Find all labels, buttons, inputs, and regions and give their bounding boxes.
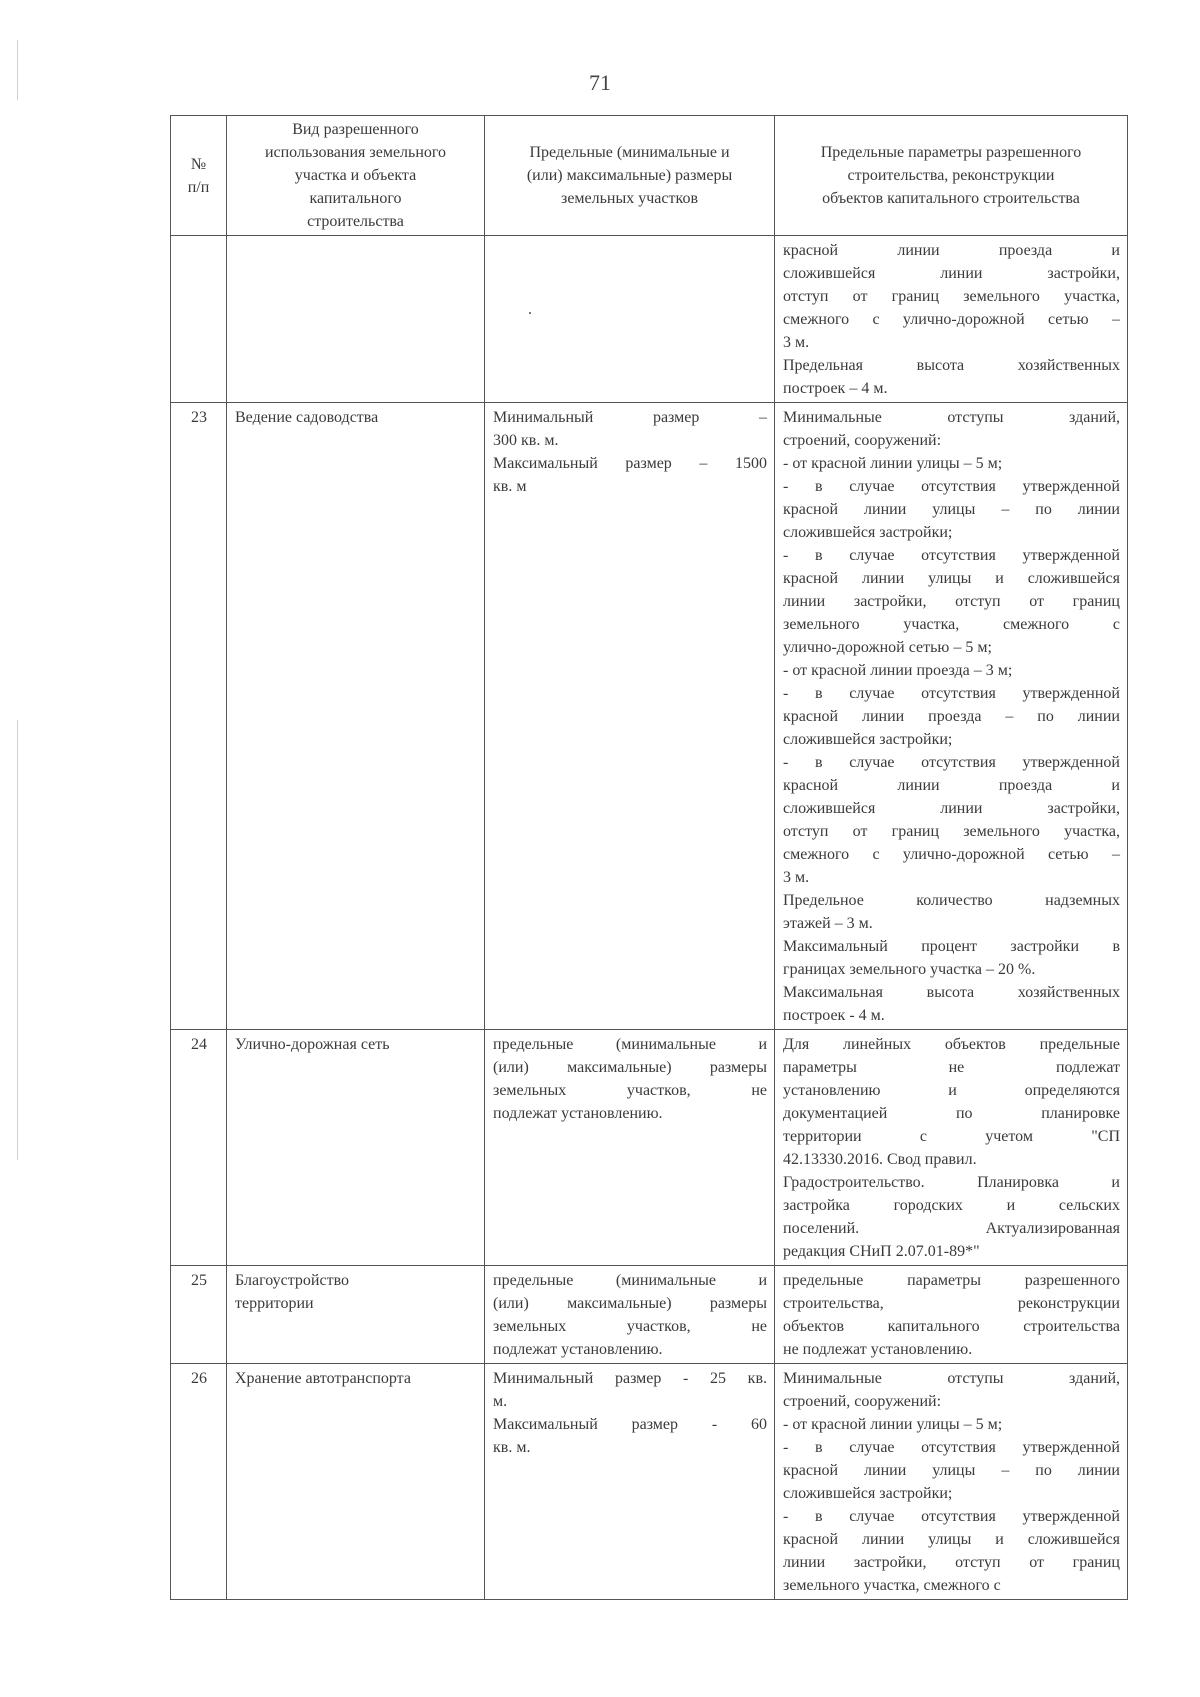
building-params-cell (775, 1364, 1128, 1600)
table-row (171, 1364, 1128, 1600)
use-type-cell (227, 236, 485, 403)
building-params-cell-line: параметры не подлежат (783, 1059, 1120, 1076)
header-line: земельных участков (561, 190, 698, 207)
building-params-cell-line: строений, сооружений: (783, 432, 942, 449)
plot-size-cell-line: м. (493, 1393, 508, 1410)
building-params-cell-line: красной линии проезда – по линии (783, 708, 1120, 725)
building-params-cell-line: Максимальная высота хозяйственных (783, 984, 1120, 1001)
header-line: капитального (309, 190, 402, 207)
building-params-cell-line: красной линии улицы и сложившейся (783, 570, 1120, 587)
table-row (171, 1030, 1128, 1266)
plot-size-cell-line: 300 кв. м. (493, 432, 559, 449)
header-use-type (227, 116, 485, 236)
building-params-cell-line: сложившейся застройки; (783, 524, 953, 541)
building-params-cell-line: строений, сооружений: (783, 1393, 942, 1410)
building-params-cell-line: Минимальные отступы зданий, (783, 409, 1120, 426)
header-line: № (190, 155, 207, 173)
building-params-cell-line: построек – 4 м. (783, 380, 888, 397)
header-line: участка и объекта (294, 167, 417, 184)
table-body (171, 236, 1128, 1600)
building-params-cell-line: установлению и определяются (783, 1082, 1120, 1099)
building-params-cell-line: строительства, реконструкции (783, 1295, 1120, 1312)
header-line: Вид разрешенного (292, 121, 419, 138)
use-type-cell: Хранение автотранспорта (227, 1364, 485, 1600)
page-number: 71 (589, 70, 611, 95)
plot-size-cell-line: предельные (минимальные и (493, 1272, 767, 1289)
building-params-cell-line: предельные параметры разрешенного (783, 1272, 1120, 1289)
plot-size-cell-line: кв. м. (493, 1439, 531, 1456)
building-params-cell-line: красной линии проезда и (783, 777, 1120, 794)
plot-size-cell (485, 1364, 775, 1600)
use-type-cell: Улично-дорожная сеть (227, 1030, 485, 1266)
use-type-line: Благоустройство (235, 1272, 350, 1289)
building-params-cell-line: сложившейся линии застройки, (783, 800, 1120, 817)
building-params-cell-line: красной линии проезда и (783, 242, 1120, 259)
building-params-cell-line: застройка городских и сельских (783, 1197, 1120, 1214)
building-params-cell-line: - от красной линии улицы – 5 м; (783, 1416, 1003, 1433)
building-params-cell-line: - от красной линии проезда – 3 м; (783, 662, 1013, 679)
building-params-cell-line: сложившейся застройки; (783, 731, 953, 748)
plot-size-cell-line: Минимальный размер – (493, 409, 767, 426)
plot-size-cell-line: Максимальный размер - 60 (493, 1416, 767, 1433)
building-params-cell-line: Минимальные отступы зданий, (783, 1370, 1120, 1387)
building-params-cell-line: - в случае отсутствия утвержденной (783, 1508, 1120, 1525)
header-building-params (775, 116, 1128, 236)
header-number (171, 116, 227, 236)
use-type-line: территории (235, 1295, 314, 1312)
building-params-cell-line: 3 м. (783, 334, 810, 351)
building-params-cell-line: Для линейных объектов предельные (783, 1036, 1120, 1053)
building-params-cell-line: не подлежат установлению. (783, 1341, 973, 1358)
scan-margin-line-mid (17, 720, 18, 1160)
building-params-cell-line: красной линии улицы – по линии (783, 1462, 1120, 1479)
building-params-cell-line: поселений. Актуализированная (783, 1220, 1120, 1237)
plot-size-cell-line: подлежат установлению. (493, 1105, 663, 1122)
building-params-cell-line: - в случае отсутствия утвержденной (783, 754, 1120, 771)
building-params-cell-line: линии застройки, отступ от границ (783, 593, 1120, 610)
plot-size-cell-line: подлежат установлению. (493, 1341, 663, 1358)
row-number: 24 (171, 1030, 227, 1266)
plot-size-cell (485, 236, 775, 403)
building-params-cell-line: смежного с улично-дорожной сетью – (783, 311, 1120, 328)
building-params-cell-line: сложившейся застройки; (783, 1485, 953, 1502)
plot-size-cell-line: земельных участков, не (493, 1318, 767, 1335)
plot-size-cell-line: (или) максимальные) размеры (493, 1059, 767, 1076)
building-params-cell-line: отступ от границ земельного участка, (783, 288, 1120, 305)
header-line: строительства (307, 213, 404, 230)
building-params-cell-line: объектов капитального строительства (783, 1318, 1120, 1335)
building-params-cell-line: построек - 4 м. (783, 1007, 885, 1024)
building-params-cell-line: земельного участка, смежного с (783, 1577, 1001, 1594)
plot-size-cell (485, 1266, 775, 1364)
header-line: (или) максимальные) размеры (526, 167, 733, 184)
building-params-cell-line: земельного участка, смежного с (783, 616, 1120, 633)
regulations-table (170, 115, 1128, 1600)
building-params-cell-line: - от красной линии улицы – 5 м; (783, 455, 1003, 472)
building-params-cell-line: редакция СНиП 2.07.01-89*" (783, 1243, 980, 1260)
building-params-cell (775, 403, 1128, 1030)
plot-size-cell-line: Минимальный размер - 25 кв. (493, 1370, 767, 1387)
building-params-cell-line: Предельное количество надземных (783, 892, 1120, 909)
building-params-cell-line: улично-дорожной сетью – 5 м; (783, 639, 992, 656)
building-params-cell (775, 236, 1128, 403)
table-header (171, 116, 1128, 236)
building-params-cell-line: 42.13330.2016. Свод правил. (783, 1151, 977, 1168)
building-params-cell-line: смежного с улично-дорожной сетью – (783, 846, 1120, 863)
building-params-cell-line: Предельная высота хозяйственных (783, 357, 1120, 374)
building-params-cell-line: линии застройки, отступ от границ (783, 1554, 1120, 1571)
building-params-cell-line: 3 м. (783, 869, 810, 886)
scan-speck (529, 312, 531, 314)
plot-size-cell (485, 403, 775, 1030)
plot-size-cell-line: (или) максимальные) размеры (493, 1295, 767, 1312)
table-row (171, 236, 1128, 403)
building-params-cell-line: отступ от границ земельного участка, (783, 823, 1120, 840)
building-params-cell-line: Градостроительство. Планировка и (783, 1174, 1120, 1191)
building-params-cell-line: красной линии улицы – по линии (783, 501, 1120, 518)
header-line: Предельные параметры разрешенного (820, 144, 1082, 161)
header-line: объектов капитального строительства (822, 190, 1080, 207)
header-line: п/п (187, 178, 210, 196)
building-params-cell-line: границах земельного участка – 20 %. (783, 961, 1036, 978)
plot-size-cell-line: земельных участков, не (493, 1082, 767, 1099)
header-plot-size (485, 116, 775, 236)
header-line: использования земельного (264, 144, 447, 161)
building-params-cell-line: документацией по планировке (783, 1105, 1120, 1122)
header-line: Предельные (минимальные и (529, 144, 730, 161)
row-number: 26 (171, 1364, 227, 1600)
plot-size-cell (485, 1030, 775, 1266)
building-params-cell-line: сложившейся линии застройки, (783, 265, 1120, 282)
building-params-cell (775, 1030, 1128, 1266)
building-params-cell-line: - в случае отсутствия утвержденной (783, 547, 1120, 564)
table-row (171, 1266, 1128, 1364)
building-params-cell-line: - в случае отсутствия утвержденной (783, 685, 1120, 702)
building-params-cell (775, 1266, 1128, 1364)
header-line: строительства, реконструкции (847, 167, 1055, 184)
plot-size-cell-line: кв. м (493, 478, 527, 495)
building-params-cell-line: территории с учетом "СП (783, 1128, 1120, 1145)
building-params-cell-line: этажей – 3 м. (783, 915, 873, 932)
plot-size-cell-line: предельные (минимальные и (493, 1036, 767, 1053)
building-params-cell-line: Максимальный процент застройки в (783, 938, 1120, 955)
use-type-cell: Ведение садоводства (227, 403, 485, 1030)
plot-size-cell-line: Максимальный размер – 1500 (493, 455, 767, 472)
row-number: 25 (171, 1266, 227, 1364)
building-params-cell-line: красной линии улицы и сложившейся (783, 1531, 1120, 1548)
table-row (171, 403, 1128, 1030)
use-type-cell (227, 1266, 485, 1364)
building-params-cell-line: - в случае отсутствия утвержденной (783, 1439, 1120, 1456)
building-params-cell-line: - в случае отсутствия утвержденной (783, 478, 1120, 495)
row-number (171, 236, 227, 403)
row-number: 23 (171, 403, 227, 1030)
